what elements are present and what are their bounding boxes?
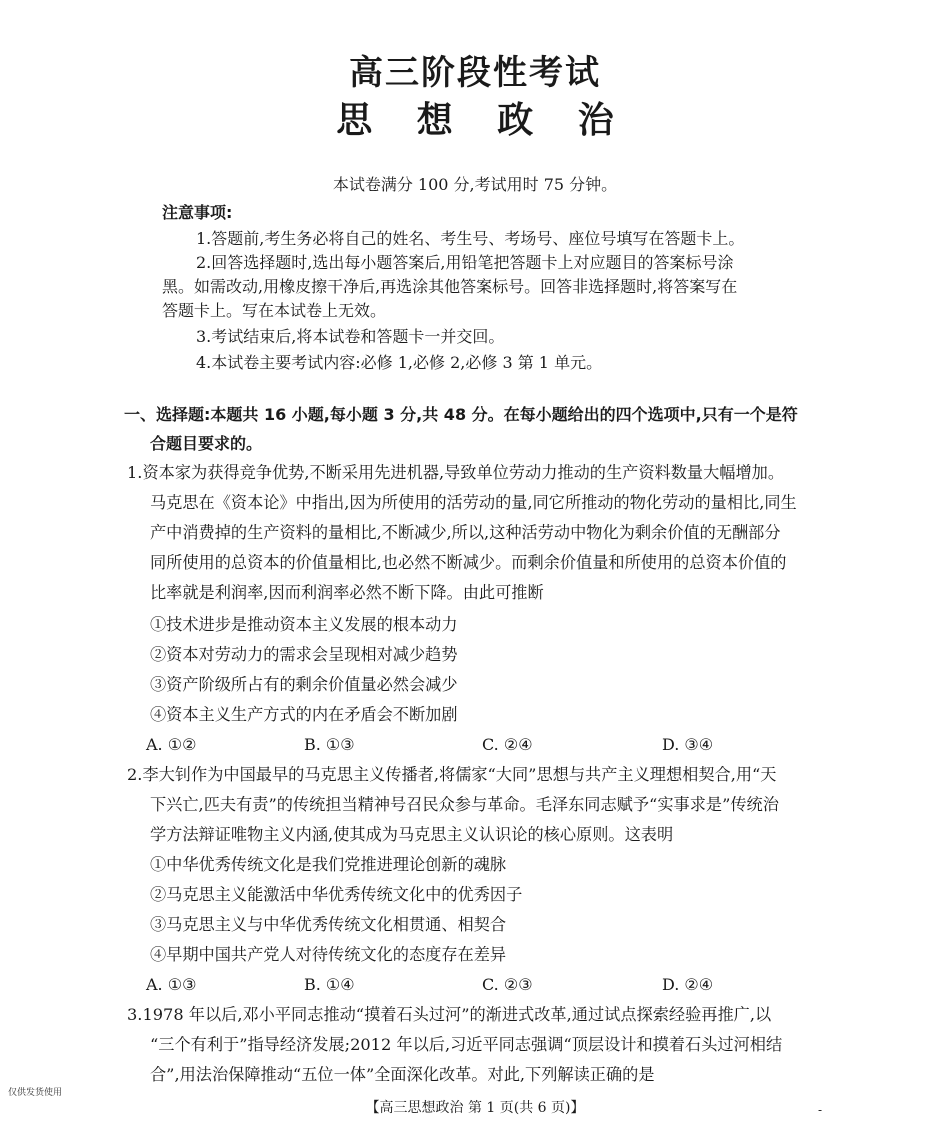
answer-option-b: B. ①③ — [304, 735, 355, 754]
notice-line: 黑。如需改动,用橡皮擦干净后,再选涂其他答案标号。回答非选择题时,将答案写在 — [162, 277, 738, 296]
question-stem: 合”,用法治保障推动“五位一体”全面深化改革。对此,下列解读正确的是 — [150, 1065, 655, 1084]
corner-mark: - — [818, 1103, 823, 1117]
question-item: ④早期中国共产党人对待传统文化的态度存在差异 — [150, 945, 507, 964]
question-stem: 下兴亡,匹夫有责”的传统担当精神号召民众参与革命。毛泽东同志赋予“实事求是”传统治 — [150, 795, 779, 814]
answer-option-a: A. ①③ — [146, 975, 197, 994]
question-item: ④资本主义生产方式的内在矛盾会不断加剧 — [150, 705, 458, 724]
section-heading: 一、选择题:本题共 16 小题,每小题 3 分,共 48 分。在每小题给出的四个选项中,只有一个是符 — [124, 405, 798, 424]
answer-option-c: C. ②③ — [482, 975, 533, 994]
section-heading: 合题目要求的。 — [150, 434, 263, 453]
answer-option-a: A. ①② — [146, 735, 197, 754]
question-stem: 2.李大钊作为中国最早的马克思主义传播者,将儒家“大同”思想与共产主义理想相契合,用“天 — [127, 765, 777, 784]
question-stem: 马克思在《资本论》中指出,因为所使用的活劳动的量,同它所推动的物化劳动的量相比,同生 — [150, 493, 797, 512]
watermark-text: 仅供发货使用 — [8, 1088, 63, 1098]
notice-heading: 注意事项: — [162, 203, 233, 222]
answer-option-d: D. ②④ — [662, 975, 714, 994]
notice-line: 1.答题前,考生务必将自己的姓名、考生号、考场号、座位号填写在答题卡上。 — [196, 229, 745, 248]
notice-line: 4.本试卷主要考试内容:必修 1,必修 2,必修 3 第 1 单元。 — [196, 353, 603, 372]
notice-line: 2.回答选择题时,选出每小题答案后,用铅笔把答题卡上对应题目的答案标号涂 — [196, 253, 734, 272]
question-stem: 同所使用的总资本的价值量相比,也必然不断减少。而剩余价值量和所使用的总资本价值的 — [150, 553, 787, 572]
page-footer: 【高三思想政治 第 1 页(共 6 页)】 — [365, 1100, 585, 1116]
notice-line: 答题卡上。写在本试卷上无效。 — [162, 301, 387, 320]
question-stem: 比率就是利润率,因而利润率必然不断下降。由此可推断 — [150, 583, 544, 602]
question-stem: 1.资本家为获得竞争优势,不断采用先进机器,导致单位劳动力推动的生产资料数量大幅增加。 — [127, 463, 785, 482]
question-stem: 产中消费掉的生产资料的量相比,不断减少,所以,这种活劳动中物化为剩余价值的无酬部分 — [150, 523, 781, 542]
question-stem: 3.1978 年以后,邓小平同志推动“摸着石头过河”的渐进式改革,通过试点探索经验再推广,以 — [127, 1005, 772, 1024]
question-item: ②资本对劳动力的需求会呈现相对减少趋势 — [150, 645, 458, 664]
answer-option-b: B. ①④ — [304, 975, 355, 994]
question-stem: “三个有利于”指导经济发展;2012 年以后,习近平同志强调“顶层设计和摸着石头过河相结 — [150, 1035, 783, 1054]
notice-line: 3.考试结束后,将本试卷和答题卡一并交回。 — [196, 327, 505, 346]
question-item: ②马克思主义能激活中华优秀传统文化中的优秀因子 — [150, 885, 523, 904]
answer-option-c: C. ②④ — [482, 735, 533, 754]
question-item: ①中华优秀传统文化是我们党推进理论创新的魂脉 — [150, 855, 507, 874]
question-item: ③马克思主义与中华优秀传统文化相贯通、相契合 — [150, 915, 507, 934]
question-stem: 学方法辩证唯物主义内涵,使其成为马克思主义认识论的核心原则。这表明 — [150, 825, 674, 844]
question-item: ①技术进步是推动资本主义发展的根本动力 — [150, 615, 458, 634]
answer-option-d: D. ③④ — [662, 735, 714, 754]
exam-title: 高三阶段性考试 — [349, 53, 601, 93]
exam-subject: 思 想 政 治 — [336, 100, 630, 141]
exam-intro: 本试卷满分 100 分,考试用时 75 分钟。 — [332, 175, 618, 194]
question-item: ③资产阶级所占有的剩余价值量必然会减少 — [150, 675, 458, 694]
